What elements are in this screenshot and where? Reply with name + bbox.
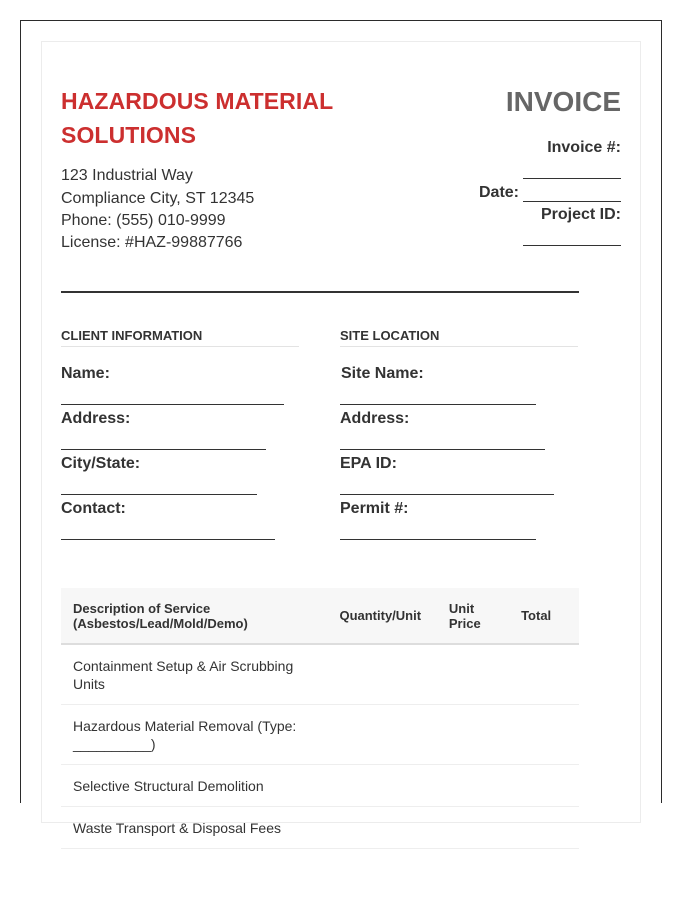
services-table <box>61 588 579 849</box>
date-line[interactable] <box>523 183 621 202</box>
project-id-line[interactable] <box>523 245 621 246</box>
column-quantity: Quantity/Unit <box>327 588 436 644</box>
column-total: Total <box>509 588 579 644</box>
company-name: HAZARDOUS MATERIAL SOLUTIONS <box>61 88 333 148</box>
client-contact-label: Contact: <box>61 500 126 517</box>
service-description: Selective Structural Demolition <box>61 765 327 807</box>
unit-price-cell[interactable] <box>437 765 509 807</box>
invoice-number-line[interactable] <box>523 178 621 179</box>
unit-price-cell[interactable] <box>437 705 509 765</box>
table-row <box>61 644 579 705</box>
quantity-cell[interactable] <box>327 705 436 765</box>
invoice-title: INVOICE <box>505 86 621 117</box>
unit-price-cell[interactable] <box>437 644 509 705</box>
company-phone: Phone: (555) 010-9999 <box>61 212 226 229</box>
client-address-line[interactable] <box>61 449 266 450</box>
permit-line[interactable] <box>340 539 536 540</box>
site-location-heading: SITE LOCATION <box>340 327 578 347</box>
date-row <box>479 183 621 203</box>
total-cell[interactable] <box>509 644 579 705</box>
table-row <box>61 705 579 765</box>
document-frame <box>20 20 662 836</box>
service-description: Hazardous Material Removal (Type: __________) <box>61 705 327 765</box>
permit-label: Permit #: <box>340 500 409 517</box>
company-license: License: #HAZ-99887766 <box>61 234 243 251</box>
client-info-heading: CLIENT INFORMATION <box>61 327 299 347</box>
invoice-number-label: Invoice #: <box>547 139 621 156</box>
company-city: Compliance City, ST 12345 <box>61 190 255 207</box>
site-name-label: Site Name: <box>341 365 424 382</box>
client-city-state-line[interactable] <box>61 494 257 495</box>
table-row <box>61 765 579 807</box>
site-name-line[interactable] <box>340 404 536 405</box>
column-description-line2: (Asbestos/Lead/Mold/Demo) <box>73 615 248 631</box>
quantity-cell[interactable] <box>327 765 436 807</box>
client-address-label: Address: <box>61 410 131 427</box>
table-header-row <box>61 588 579 644</box>
epa-id-line[interactable] <box>340 494 554 495</box>
services-table-body <box>61 644 579 849</box>
total-cell[interactable] <box>509 765 579 807</box>
service-description: Containment Setup & Air Scrubbing Units <box>61 644 327 705</box>
service-description: Waste Transport & Disposal Fees <box>61 807 327 849</box>
site-address-line[interactable] <box>340 449 545 450</box>
column-description-line1: Description of Service <box>73 600 211 616</box>
total-cell[interactable] <box>509 705 579 765</box>
column-unit-price-line1: Unit <box>448 600 475 616</box>
date-label: Date: <box>478 184 519 201</box>
column-unit-price-line2: Price <box>448 615 481 631</box>
table-row <box>61 807 579 849</box>
client-name-line[interactable] <box>61 404 284 405</box>
total-cell[interactable] <box>509 807 579 849</box>
site-address-label: Address: <box>340 410 410 427</box>
services-table-header <box>61 588 579 644</box>
client-contact-line[interactable] <box>61 539 275 540</box>
quantity-cell[interactable] <box>327 644 436 705</box>
project-id-label: Project ID: <box>540 206 621 223</box>
client-name-label: Name: <box>61 365 110 382</box>
unit-price-cell[interactable] <box>437 807 509 849</box>
header-divider <box>61 291 579 293</box>
client-city-state-label: City/State: <box>61 455 141 472</box>
company-address: 123 Industrial Way <box>61 167 193 184</box>
column-description <box>61 588 327 644</box>
quantity-cell[interactable] <box>327 807 436 849</box>
column-unit-price <box>437 588 509 644</box>
epa-id-label: EPA ID: <box>340 455 397 472</box>
